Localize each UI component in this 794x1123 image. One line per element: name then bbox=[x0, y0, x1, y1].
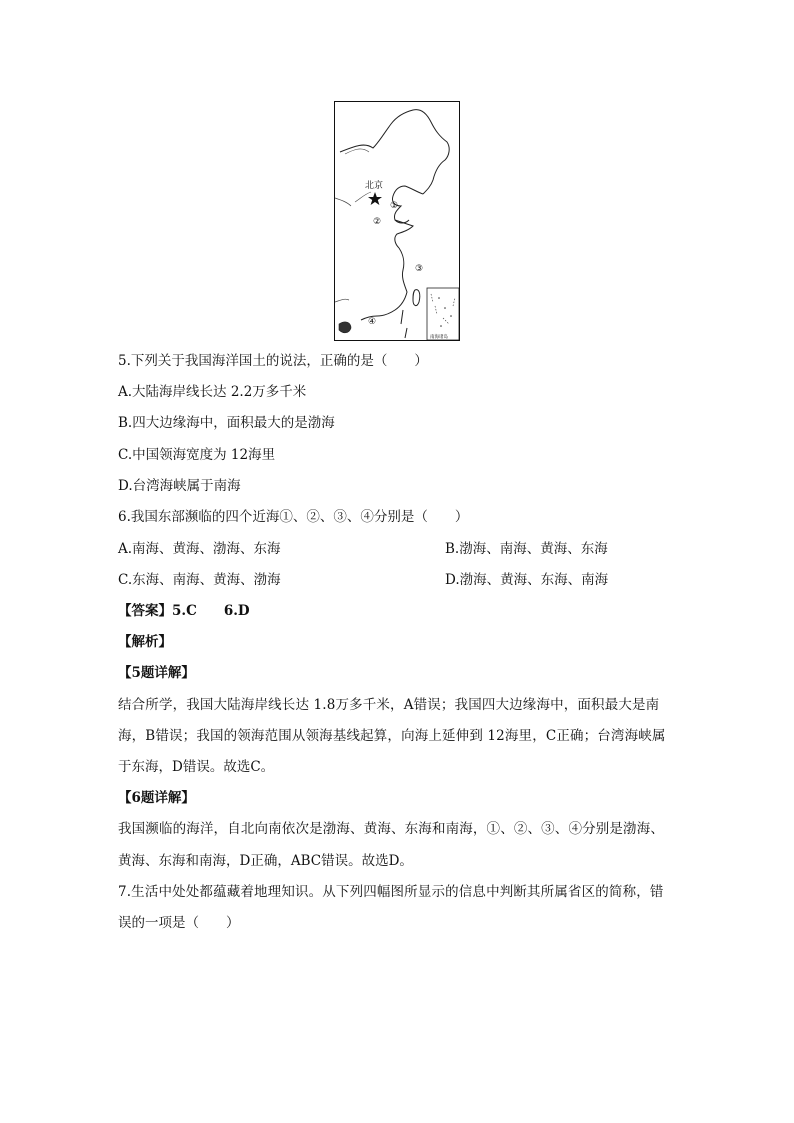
marker-1: ① bbox=[390, 201, 399, 211]
beijing-label: 北京 bbox=[365, 181, 384, 191]
detail6-heading: 【6题详解】 bbox=[118, 790, 195, 806]
analysis-heading: 【解析】 bbox=[118, 634, 172, 650]
q5-option-b: B.四大边缘海中，面积最大的是渤海 bbox=[118, 415, 335, 431]
q7-line-1: 7.生活中处处都蕴藏着地理知识。从下列四幅图所显示的信息中判断其所属省区的简称，错 bbox=[118, 884, 664, 900]
detail5-line-3: 于东海，D错误。故选C。 bbox=[118, 759, 275, 775]
detail6-line-1: 我国濒临的海洋，自北向南依次是渤海、黄海、东海和南海，①、②、③、④分别是渤海、 bbox=[118, 821, 664, 837]
detail5-heading: 【5题详解】 bbox=[118, 665, 195, 681]
q7-line-2: 误的一项是（ ） bbox=[118, 915, 240, 931]
q6-option-a: A.南海、黄海、渤海、东海 bbox=[118, 541, 281, 557]
beijing-star-icon bbox=[368, 192, 382, 205]
q6-option-c: C.东海、南海、黄海、渤海 bbox=[118, 572, 281, 588]
detail5-line-1: 结合所学，我国大陆海岸线长达 1.8万多千米，A错误；我国四大边缘海中，面积最大是南 bbox=[118, 697, 660, 713]
china-coast-map bbox=[334, 101, 460, 341]
marker-2: ② bbox=[373, 217, 382, 227]
q6-option-d: D.渤海、黄海、东海、南海 bbox=[445, 572, 609, 588]
q5-option-c: C.中国领海宽度为 12海里 bbox=[118, 447, 276, 463]
map-drawing bbox=[335, 102, 460, 341]
q6-stem: 6.我国东部濒临的四个近海①、②、③、④分别是（ ） bbox=[118, 509, 469, 525]
marker-4: ④ bbox=[368, 317, 377, 327]
detail6-line-2: 黄海、东海和南海，D正确，ABC错误。故选D。 bbox=[118, 853, 413, 869]
detail5-line-2: 海，B错误；我国的领海范围从领海基线起算，向海上延伸到 12海里，C正确；台湾海峡属 bbox=[118, 728, 666, 744]
q5-option-a: A.大陆海岸线长达 2.2万多千米 bbox=[118, 384, 307, 400]
marker-3: ③ bbox=[415, 264, 424, 274]
answer-line: 【答案】5.C 6.D bbox=[118, 603, 250, 619]
q6-option-b: B.渤海、南海、黄海、东海 bbox=[445, 541, 608, 557]
q5-stem: 5.下列关于我国海洋国土的说法，正确的是（ ） bbox=[118, 353, 428, 369]
q5-option-d: D.台湾海峡属于南海 bbox=[118, 478, 241, 494]
inset-caption: 南海诸岛 bbox=[430, 335, 448, 340]
